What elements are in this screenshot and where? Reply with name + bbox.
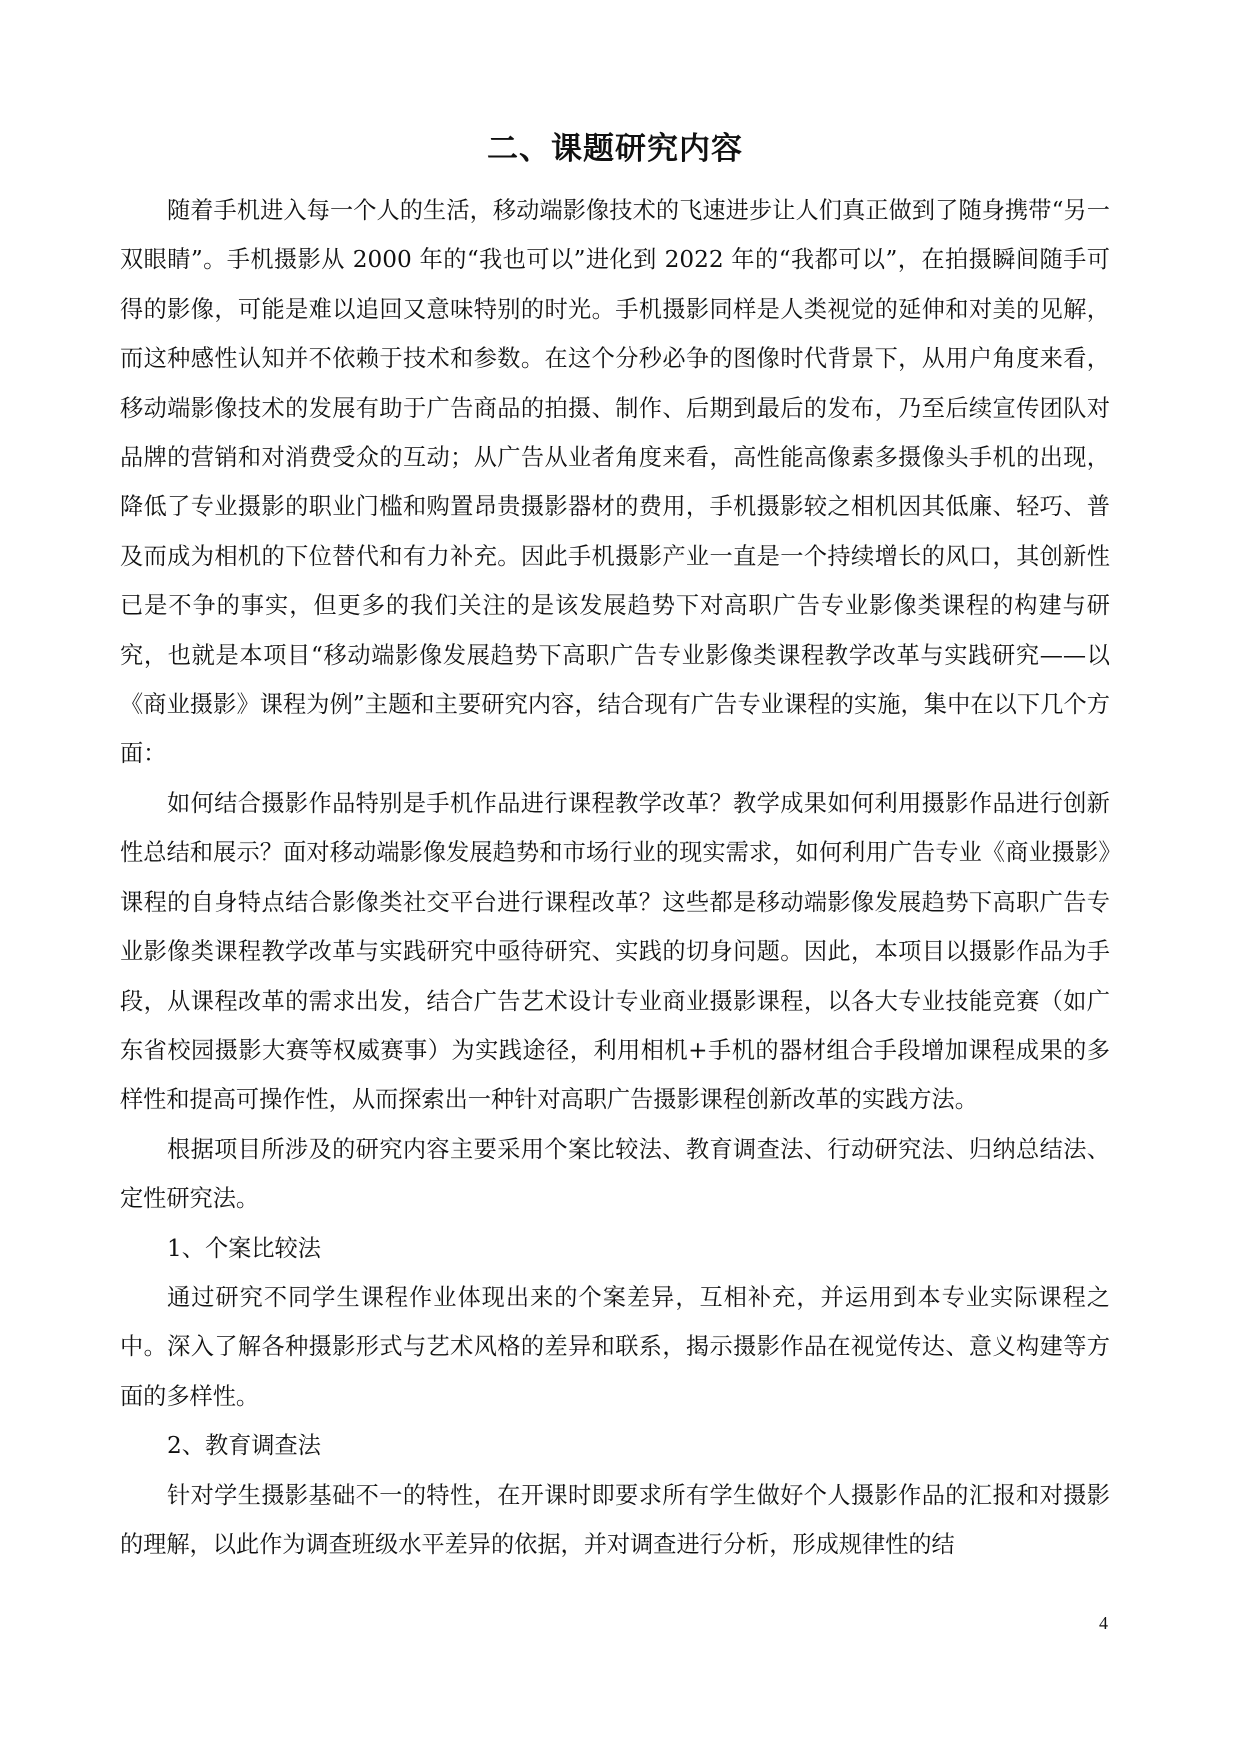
paragraph-case-comparison: 通过研究不同学生课程作业体现出来的个案差异，互相补充，并运用到本专业实际课程之中。深入了解各种摄影形式与艺术风格的差异和联系，揭示摄影作品在视觉传达、意义构建等方面的多样性。 <box>120 1283 1110 1410</box>
section-title: 二、课题研究内容 <box>487 131 743 167</box>
heading-case-comparison: 1、个案比较法 <box>167 1234 321 1262</box>
paragraph-methods: 根据项目所涉及的研究内容主要采用个案比较法、教育调查法、行动研究法、归纳总结法、定性研究法。 <box>120 1135 1110 1213</box>
paragraph-education-survey: 针对学生摄影基础不一的特性，在开课时即要求所有学生做好个人摄影作品的汇报和对摄影的理解，以此作为调查班级水平差异的依据，并对调查进行分析，形成规律性的结 <box>120 1481 1110 1558</box>
document-page <box>120 128 1110 1569</box>
paragraph-questions: 如何结合摄影作品特别是手机作品进行课程教学改革？教学成果如何利用摄影作品进行创新性总结和展示？面对移动端影像发展趋势和市场行业的现实需求，如何利用广告专业《商业摄影》课程的自身特点结合影像类社交平台进行课程改革？这些都是移动端影像发展趋势下高职广告专业影像类课程教学改革与实践研究中亟待研究、实践的切身问题。因此，本项目以摄影作品为手段，从课程改革的需求出发，结合广告艺术设计专业商业摄影课程，以各大专业技能竞赛（如广东省校园摄影大赛等权威赛事）为实践途径，利用相机+手机的器材组合手段增加课程成果的多样性和提高可操作性，从而探索出一种针对高职广告摄影课程创新改革的实践方法。 <box>120 789 1110 1114</box>
heading-education-survey: 2、教育调查法 <box>167 1432 321 1460</box>
page-number: 4 <box>1099 1613 1108 1633</box>
paragraph-intro: 随着手机进入每一个人的生活，移动端影像技术的飞速进步让人们真正做到了随身携带“另一双眼睛”。手机摄影从 2000 年的“我也可以”进化到 2022 年的“我都可以”，在拍摄瞬间随手可得的影像，可能是难以追回又意味特别的时光。手机摄影同样是人类视觉的延伸和对美的见解，而这种感性认知并不依赖于技术和参数。在这个分秒必争的图像时代背景下，从用户角度来看，移动端影像技术的发展有助于广告商品的拍摄、制作、后期到最后的发布，乃至后续宣传团队对品牌的营销和对消费受众的互动；从广告从业者角度来看，高性能高像素多摄像头手机的出现，降低了专业摄影的职业门槛和购置昂贵摄影器材的费用，手机摄影较之相机因其低廉、轻巧、普及而成为相机的下位替代和有力补充。因此手机摄影产业一直是一个持续增长的风口，其创新性已是不争的事实，但更多的我们关注的是该发展趋势下对高职广告专业影像类课程的构建与研究，也就是本项目“移动端影像发展趋势下高职广告专业影像类课程教学改革与实践研究——以《商业摄影》课程为例”主题和主要研究内容，结合现有广告专业课程的实施，集中在以下几个方面： <box>120 197 1110 768</box>
